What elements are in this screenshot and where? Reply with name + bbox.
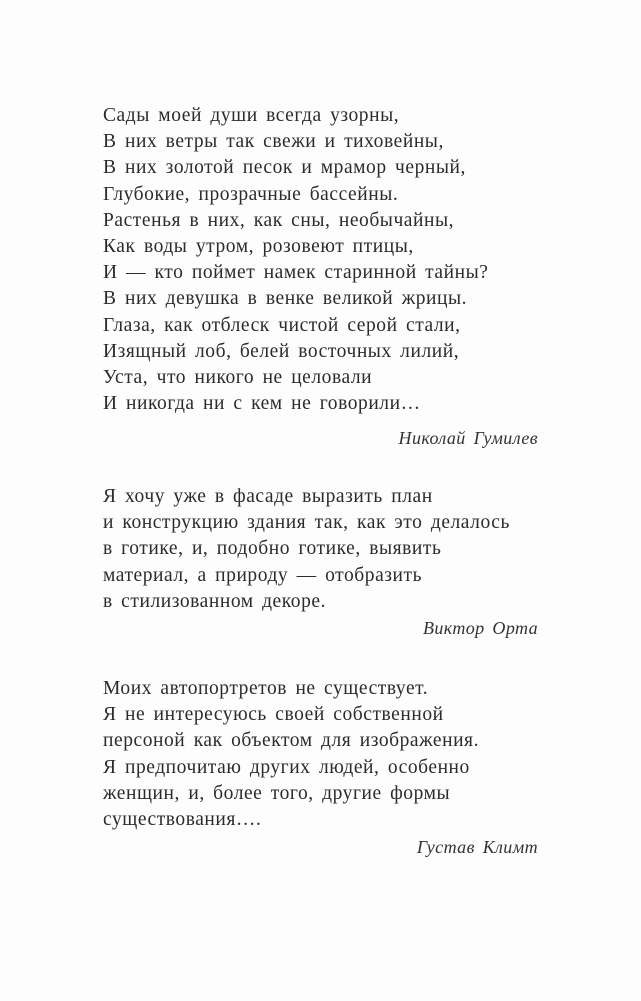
- author-horta: Виктор Орта: [422, 618, 538, 638]
- poem-line: В них золотой песок и мрамор черный,: [103, 157, 466, 179]
- poem-line: И — кто поймет намек старинной тайны?: [103, 262, 489, 284]
- quote-line: Я хочу уже в фасаде выразить план: [103, 486, 433, 507]
- quote-line: в стилизованном декоре.: [103, 590, 327, 612]
- poem-line: Уста, что никого не целовали: [103, 367, 373, 389]
- poem-line: Растенья в них, как сны, необычайны,: [103, 209, 455, 231]
- quote-line: Моих автопортретов не существует.: [103, 678, 429, 699]
- poem-line: Сады моей души всегда узорны,: [103, 105, 400, 126]
- author-klimt: Густав Климт: [416, 837, 538, 857]
- quote-line: и конструкцию здания так, как это делалось: [103, 512, 510, 534]
- quote-horta: [103, 484, 538, 615]
- quote-klimt: [103, 676, 538, 833]
- quote-line: Я предпочитаю других людей, особенно: [103, 756, 470, 778]
- quote-gumilev: [103, 103, 538, 417]
- quote-line: существования….: [103, 809, 262, 831]
- poem-line: Изящный лоб, белей восточных лилий,: [103, 340, 460, 362]
- quote-line: Я не интересуюсь своей собственной: [103, 704, 444, 726]
- poem-line: Глаза, как отблеск чистой серой стали,: [103, 314, 461, 336]
- poem-line: Как воды утром, розовеют птицы,: [103, 236, 414, 258]
- poem-line: В них ветры так свежи и тиховейны,: [103, 131, 444, 153]
- poem-line: В них девушка в венке великой жрицы.: [103, 288, 468, 310]
- author-gumilev: Николай Гумилев: [398, 428, 538, 448]
- quote-line: в готике, и, подобно готике, выявить: [103, 538, 442, 560]
- poem-line: Глубокие, прозрачные бассейны.: [103, 183, 399, 205]
- quote-line: женщин, и, более того, другие формы: [103, 782, 451, 804]
- poem-line: И никогда ни с кем не говорили…: [103, 393, 421, 415]
- quote-line: персоной как объектом для изображения.: [103, 730, 480, 752]
- quote-line: материал, а природу — отобразить: [103, 564, 423, 586]
